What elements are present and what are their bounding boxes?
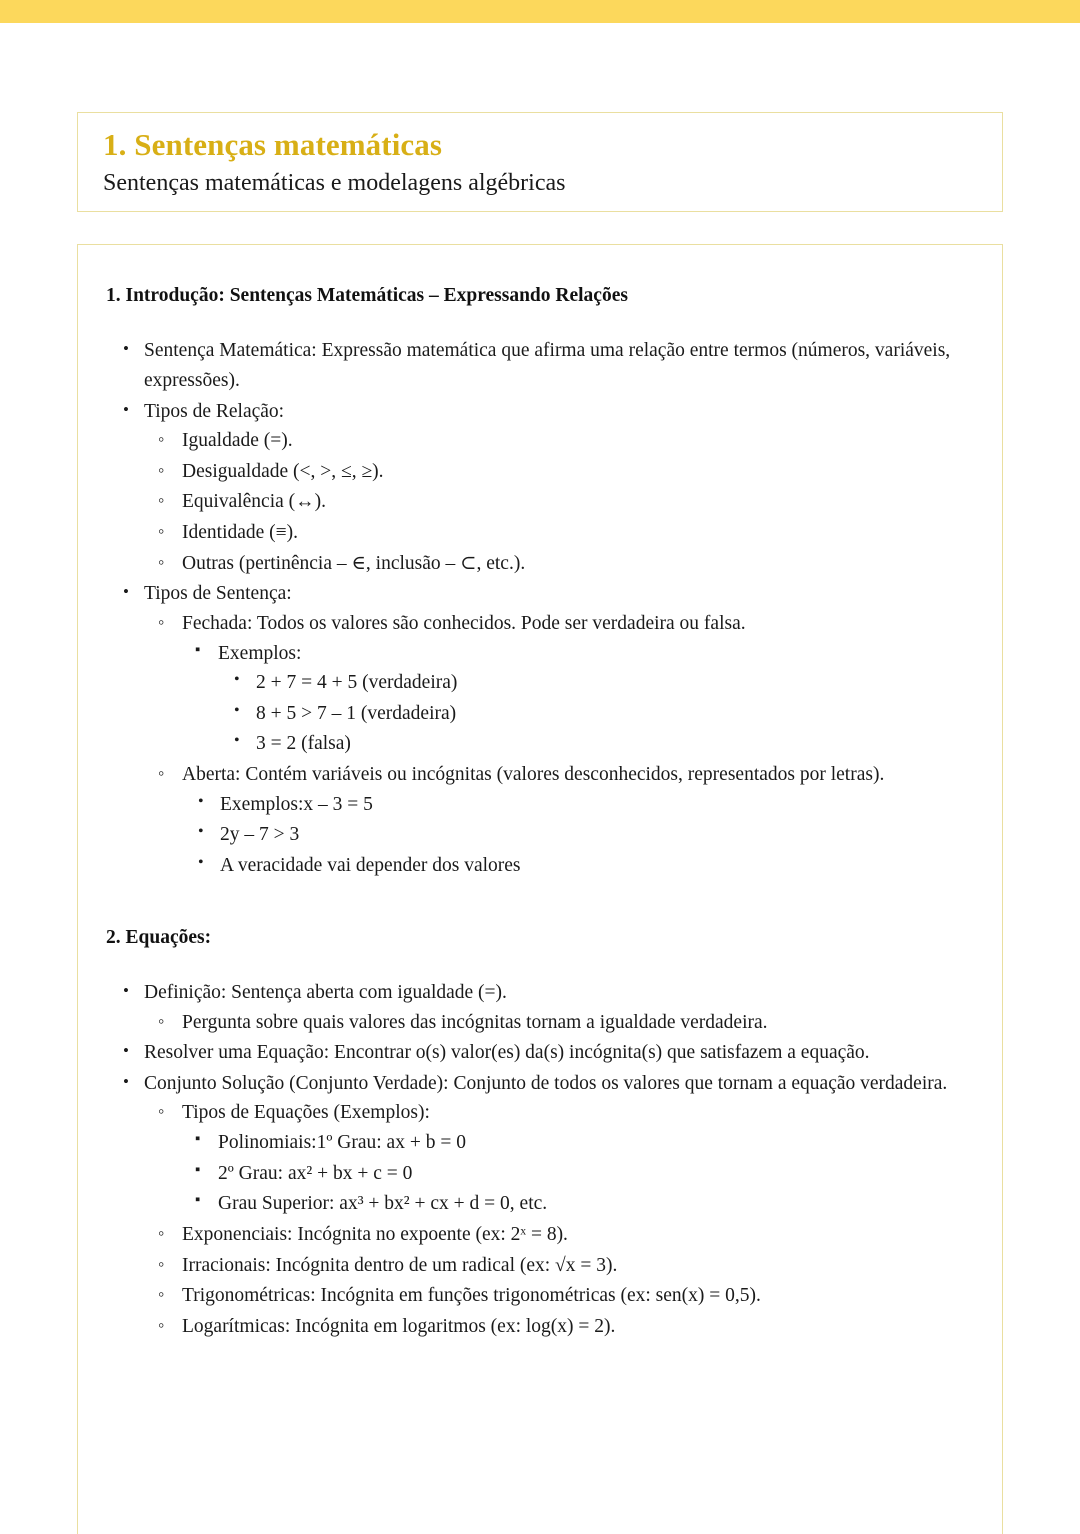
list-item-text: ◦ Igualdade (=). — [182, 426, 974, 456]
list-item — [144, 549, 974, 579]
list-item-text: ◦ Aberta: Contém variáveis ou incógnitas (valores desconhecidos, representados por letras). — [182, 760, 974, 790]
list-item-text: • Exemplos:x – 3 = 5 — [220, 790, 974, 820]
list-item-text: ▪ Exemplos: — [218, 639, 974, 669]
list-item — [106, 336, 974, 395]
outline-sublist-exemplos-fechada — [218, 668, 974, 759]
list-item — [182, 639, 974, 760]
outline-sublist-tipos-relacao — [144, 426, 974, 578]
document-header-box — [77, 112, 1003, 212]
page-subtitle: Sentenças matemáticas e modelagens algébricas — [103, 169, 566, 196]
list-item-text: ◦ Tipos de Equações (Exemplos): — [182, 1098, 974, 1128]
outline-sublist-definicao — [144, 1008, 974, 1038]
list-item — [218, 668, 974, 698]
list-item-text: ◦ Desigualdade (<, >, ≤, ≥). — [182, 457, 974, 487]
list-item — [144, 609, 974, 759]
outline-list-equacoes — [106, 978, 974, 1342]
list-item — [144, 1008, 974, 1038]
list-item — [144, 760, 974, 881]
list-item — [106, 397, 974, 579]
list-item — [144, 1220, 974, 1250]
outline-list-introducao — [106, 336, 974, 880]
list-item — [182, 790, 974, 820]
list-item-text: ◦ Exponenciais: Incógnita no expoente (ex: 2ˣ = 8). — [182, 1220, 974, 1250]
list-item — [218, 699, 974, 729]
list-item — [182, 1189, 974, 1219]
list-item-text: • 2 + 7 = 4 + 5 (verdadeira) — [256, 668, 974, 698]
list-item — [144, 518, 974, 548]
list-item — [144, 457, 974, 487]
list-item-text: ◦ Outras (pertinência – ∈, inclusão – ⊂, etc.). — [182, 549, 974, 579]
list-item-text: ◦ Pergunta sobre quais valores das incógnitas tornam a igualdade verdadeira. — [182, 1008, 974, 1038]
list-item-text: ◦ Fechada: Todos os valores são conhecidos. Pode ser verdadeira ou falsa. — [182, 609, 974, 639]
list-item-text: • Tipos de Relação: — [144, 397, 974, 427]
section-heading-introducao: 1. Introdução: Sentenças Matemáticas – Expressando Relações — [106, 285, 628, 306]
list-item-text: • A veracidade vai depender dos valores — [220, 851, 974, 881]
list-item — [182, 1128, 974, 1158]
list-item — [144, 1312, 974, 1342]
list-item-text: ◦ Identidade (≡). — [182, 518, 974, 548]
list-item-text: • Definição: Sentença aberta com igualdade (=). — [144, 978, 974, 1008]
list-item — [182, 851, 974, 881]
list-item-text: ▪ Polinomiais:1º Grau: ax + b = 0 — [218, 1128, 974, 1158]
list-item — [106, 978, 974, 1037]
list-item — [218, 729, 974, 759]
list-item-text: • Resolver uma Equação: Encontrar o(s) valor(es) da(s) incógnita(s) que satisfazem a equação. — [144, 1038, 974, 1068]
list-item-text: • Conjunto Solução (Conjunto Verdade): Conjunto de todos os valores que tornam a equação verdadeira. — [144, 1069, 974, 1099]
list-item — [182, 1159, 974, 1189]
list-item-text: ◦ Logarítmicas: Incógnita em logaritmos (ex: log(x) = 2). — [182, 1312, 974, 1342]
list-item-text: • 8 + 5 > 7 – 1 (verdadeira) — [256, 699, 974, 729]
list-item-text: ▪ 2º Grau: ax² + bx + c = 0 — [218, 1159, 974, 1189]
list-item-text: • 2y – 7 > 3 — [220, 820, 974, 850]
outline-sublist-exemplos-aberta — [182, 790, 974, 881]
list-item-text: ◦ Irracionais: Incógnita dentro de um radical (ex: √x = 3). — [182, 1251, 974, 1281]
page-title: 1. Sentenças matemáticas — [103, 127, 443, 162]
list-item-text: • Sentença Matemática: Expressão matemática que afirma uma relação entre termos (números, variáveis, expressões). — [144, 336, 974, 395]
outline-sublist-conjunto-solucao — [144, 1098, 974, 1341]
list-item — [144, 1098, 974, 1219]
list-item-text: ◦ Equivalência (↔). — [182, 487, 974, 517]
document-content-box — [77, 244, 1003, 1534]
list-item-text: ▪ Grau Superior: ax³ + bx² + cx + d = 0, etc. — [218, 1189, 974, 1219]
list-item — [144, 1251, 974, 1281]
list-item — [106, 1038, 974, 1068]
list-item — [106, 579, 974, 880]
outline-sublist-tipos-sentenca — [144, 609, 974, 881]
top-accent-bar — [0, 0, 1080, 23]
section-heading-equacoes: 2. Equações: — [106, 926, 212, 948]
list-item-text: • Tipos de Sentença: — [144, 579, 974, 609]
list-item-text: • 3 = 2 (falsa) — [256, 729, 974, 759]
list-item — [144, 487, 974, 517]
outline-sublist-fechada — [182, 639, 974, 760]
list-item — [144, 426, 974, 456]
list-item — [106, 1069, 974, 1342]
list-item — [182, 820, 974, 850]
list-item-text: ◦ Trigonométricas: Incógnita em funções trigonométricas (ex: sen(x) = 0,5). — [182, 1281, 974, 1311]
list-item — [144, 1281, 974, 1311]
outline-sublist-tipos-equacoes — [182, 1128, 974, 1219]
